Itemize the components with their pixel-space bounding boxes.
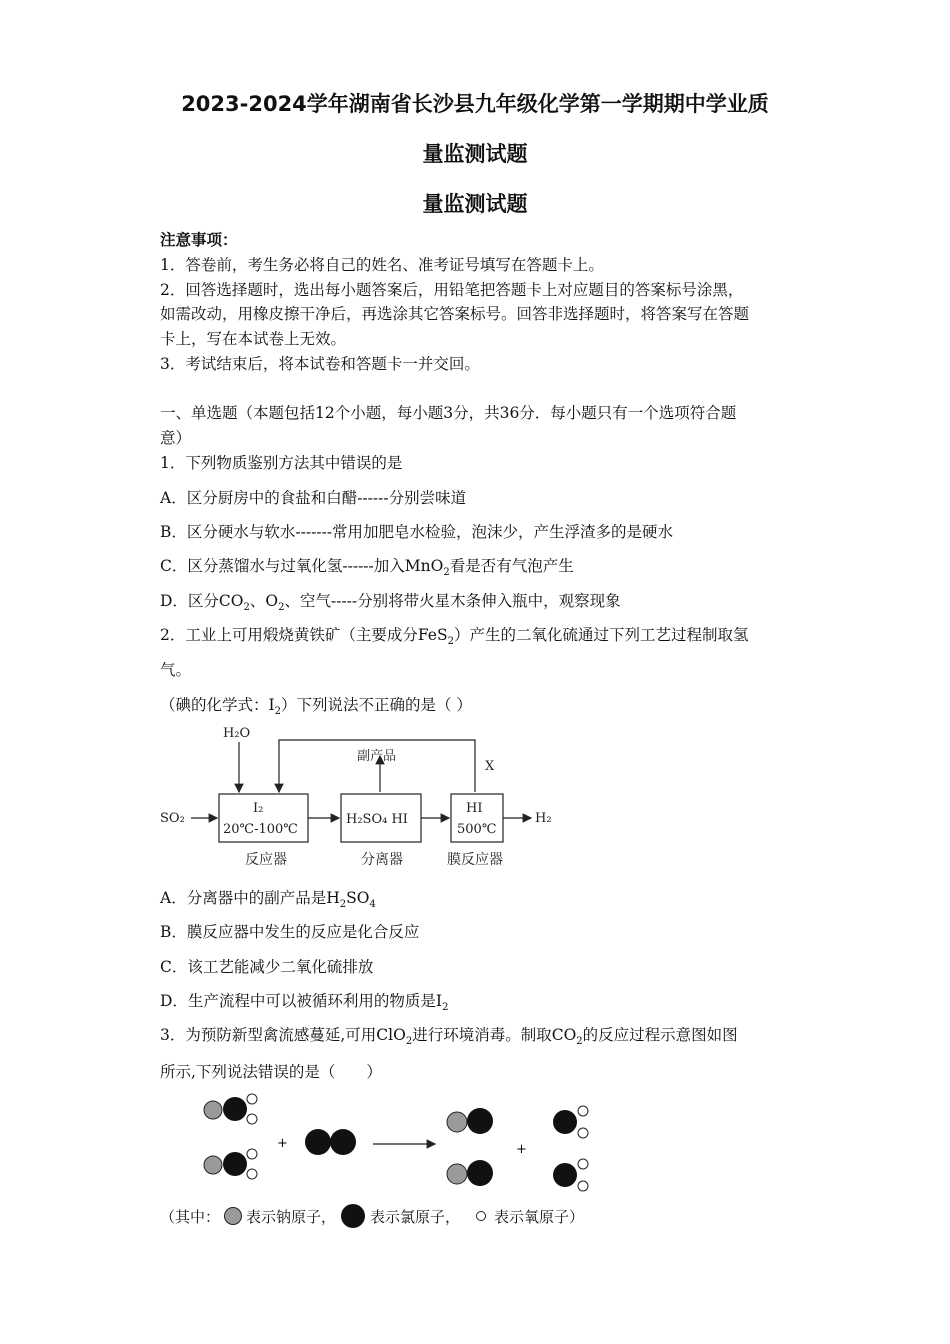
- membrane-line2: 500℃: [457, 822, 497, 837]
- reactor-line1: I₂: [253, 801, 264, 816]
- q2-stem-3: （碘的化学式：$I_2$）下列说法不正确的是（ ）: [160, 696, 472, 718]
- notice-item-2a: 2．回答选择题时，选出每小题答案后，用铅笔把答题卡上对应题目的答案标号涂黑，: [160, 281, 744, 299]
- q3-stem-1: 3．为预防新型禽流感蔓延,可用ClO$_2$进行环境消毒。制取$CO_2$的反应过程示意图如图: [160, 1026, 738, 1048]
- section-heading: 一、单选题（本题包括12个小题，每小题3分，共36分．每小题只有一个选项符合题: [160, 404, 737, 422]
- q2-stem-1: 2．工业上可用煅烧黄铁矿（主要成分FeS$_2$）产生的二氧化硫通过下列工艺过程制取氢: [160, 626, 749, 648]
- nacl-molecule: [447, 1160, 493, 1186]
- section-heading-cont: 意）: [160, 429, 192, 447]
- naclo2-molecule: [204, 1094, 257, 1124]
- q1-option-d: D．区分$CO_2$、$O_2$、空气-----分别将带火星木条伸入瓶中，观察现象: [160, 592, 621, 614]
- notice-item-3: 3．考试结束后，将本试卷和答题卡一并交回。: [160, 355, 480, 373]
- page-title: 2023-2024学年湖南省长沙县九年级化学第一学期期中学业质: [181, 92, 769, 116]
- oxygen-atom-icon: [476, 1211, 486, 1221]
- q1-option-b: B．区分硬水与软水-------常用加肥皂水检验，泡沫少，产生浮渣多的是硬水: [160, 523, 674, 541]
- q2-option-d: D．生产流程中可以被循环利用的物质是$I_2$: [160, 992, 449, 1014]
- h2-label: H₂: [535, 811, 552, 826]
- legend-sodium: 表示钠原子，: [246, 1207, 337, 1226]
- legend-open: （其中：: [160, 1207, 221, 1226]
- notice-item-1: 1．答卷前，考生务必将自己的姓名、准考证号填写在答题卡上。: [160, 256, 604, 274]
- h2o-label: H₂O: [223, 726, 251, 741]
- reactor-line2: 20℃-100℃: [223, 822, 298, 837]
- reactor-label: 反应器: [245, 852, 287, 868]
- clo2-molecule: [553, 1106, 588, 1138]
- nacl-molecule: [447, 1108, 493, 1134]
- q2-option-c: C．该工艺能减少二氧化硫排放: [160, 958, 374, 976]
- plus-sign: +: [277, 1136, 288, 1151]
- membrane-line1: HI: [466, 801, 483, 816]
- chlorine-atom-icon: [341, 1204, 365, 1228]
- separator-text: H₂SO₄ HI: [346, 812, 408, 827]
- page-title-line2: 量监测试题: [422, 142, 528, 166]
- legend-chlorine: 表示氯原子，: [370, 1207, 461, 1226]
- q2-option-a: A．分离器中的副产品是$H_2SO_4$: [160, 889, 376, 911]
- membrane-reactor-label: 膜反应器: [447, 852, 503, 868]
- notice-item-2c: 卡上，写在本试卷上无效。: [160, 330, 347, 348]
- q1-stem: 1．下列物质鉴别方法其中错误的是: [160, 454, 403, 472]
- sodium-atom-icon: [224, 1207, 242, 1225]
- notice-heading: 注意事项：: [160, 230, 238, 249]
- q3-reaction-diagram: [195, 1090, 605, 1195]
- separator-label: 分离器: [361, 852, 403, 868]
- notice-item-2b: 如需改动，用橡皮擦干净后，再选涂其它答案标号。回答非选择题时，将答案写在答题: [160, 305, 750, 323]
- byproduct-label: 副产品: [357, 749, 397, 764]
- plus-sign: +: [516, 1142, 527, 1157]
- page-title-line3: 量监测试题: [422, 192, 528, 216]
- clo2-molecule: [553, 1159, 588, 1191]
- cl2-molecule: [305, 1129, 356, 1155]
- q1-option-a: A．区分厨房中的食盐和白醋------分别尝味道: [160, 489, 467, 507]
- q3-stem-2: 所示,下列说法错误的是（ ）: [160, 1063, 382, 1081]
- q2-stem-2: 气。: [160, 661, 192, 679]
- naclo2-molecule: [204, 1149, 257, 1179]
- x-label: X: [485, 759, 495, 774]
- so2-label: SO₂: [160, 811, 185, 826]
- legend-oxygen: 表示氧原子）: [494, 1207, 585, 1226]
- q2-process-diagram: [155, 718, 575, 873]
- q1-option-c: C．区分蒸馏水与过氧化氢------加入MnO$_2$看是否有气泡产生: [160, 557, 574, 579]
- q3-legend: [160, 1205, 584, 1227]
- q2-option-b: B．膜反应器中发生的反应是化合反应: [160, 923, 420, 941]
